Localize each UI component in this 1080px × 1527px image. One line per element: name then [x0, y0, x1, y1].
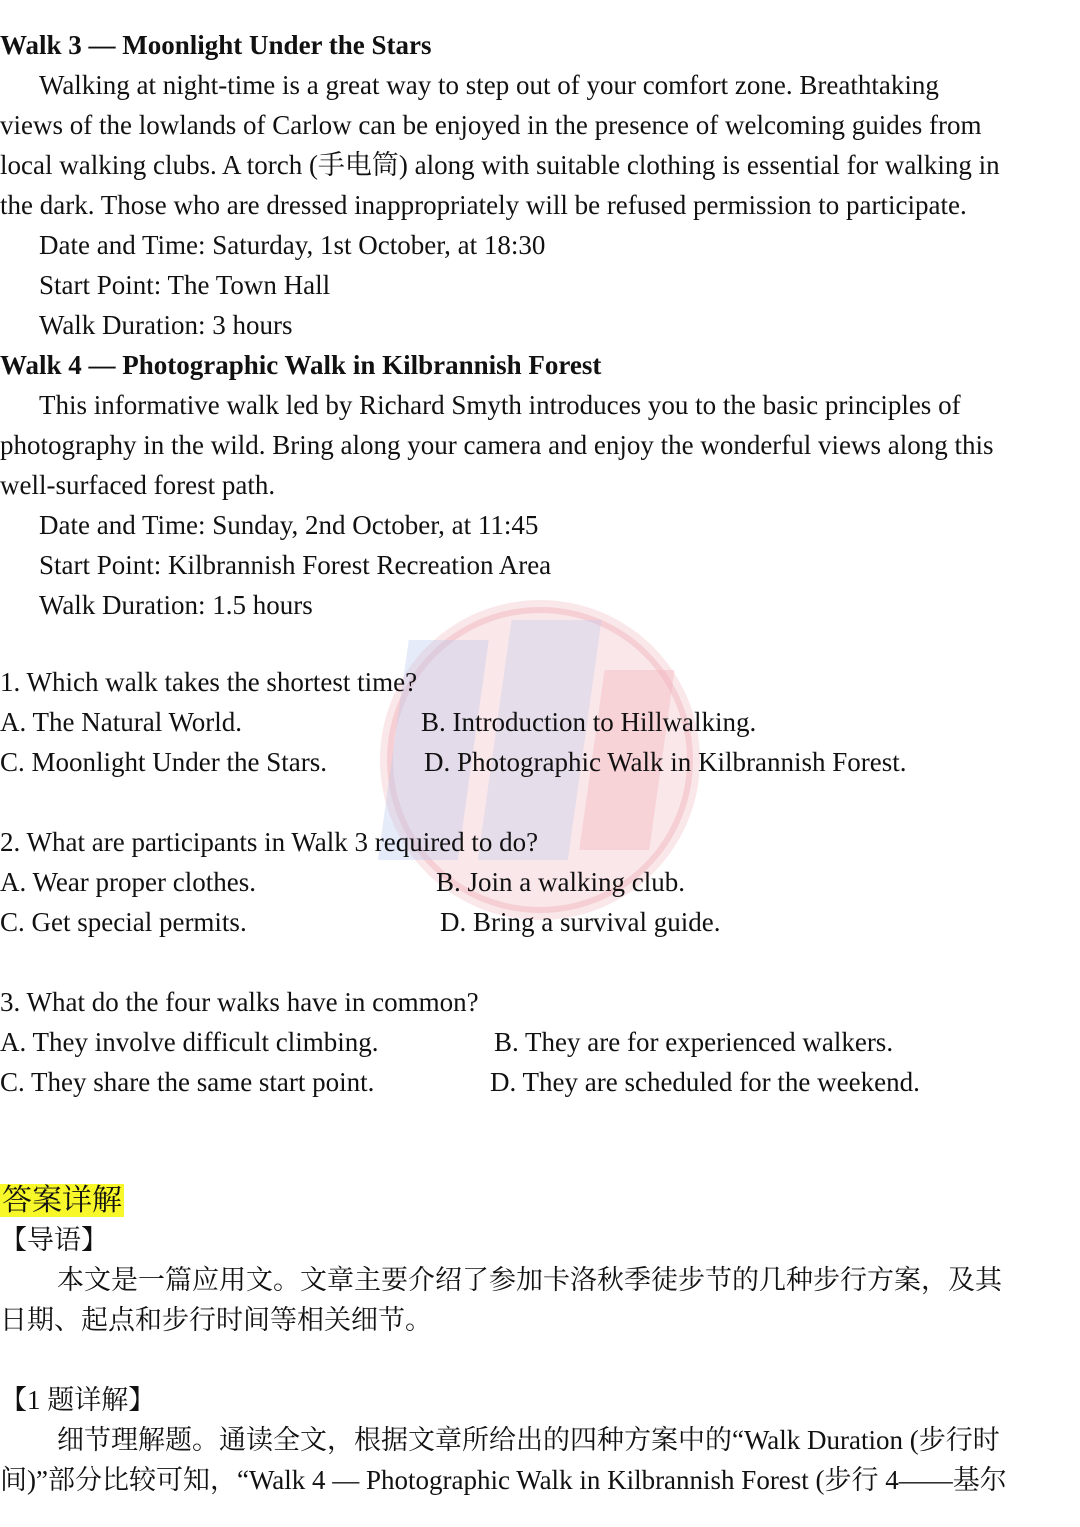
- walk3-duration: Walk Duration: 3 hours: [39, 310, 293, 340]
- q1-option-d: D. Photographic Walk in Kilbrannish Forest.: [424, 747, 907, 777]
- walk3-para-line: views of the lowlands of Carlow can be enjoyed in the presence of welcoming guides from: [0, 110, 982, 140]
- walk3-start: Start Point: The Town Hall: [39, 270, 331, 300]
- intro-label: 【导语】: [0, 1225, 108, 1255]
- q3-option-a: A. They involve difficult climbing.: [0, 1027, 379, 1057]
- walk4-para-line: This informative walk led by Richard Smyth introduces you to the basic principles of: [39, 390, 961, 420]
- q1-option-c: C. Moonlight Under the Stars.: [0, 747, 327, 777]
- walk4-date: Date and Time: Sunday, 2nd October, at 11:45: [39, 510, 539, 540]
- walk3-para-line: Walking at night-time is a great way to step out of your comfort zone. Breathtaking: [39, 70, 939, 100]
- q3-option-c: C. They share the same start point.: [0, 1067, 375, 1097]
- intro-line: 日期、起点和步行时间等相关细节。: [0, 1305, 432, 1335]
- q1-explanation-line: 细节理解题。通读全文，根据文章所给出的四种方案中的“Walk Duration (步行时: [57, 1425, 1000, 1455]
- q3-option-d: D. They are scheduled for the weekend.: [490, 1067, 920, 1097]
- question-3: 3. What do the four walks have in common?: [0, 987, 479, 1017]
- q1-option-b: B. Introduction to Hillwalking.: [421, 707, 757, 737]
- walk3-para-line: local walking clubs. A torch (手电筒) along with suitable clothing is essential for walking in: [0, 150, 1000, 180]
- walk3-date: Date and Time: Saturday, 1st October, at 18:30: [39, 230, 546, 260]
- walk4-start: Start Point: Kilbrannish Forest Recreation Area: [39, 550, 552, 580]
- q1-explanation-label: 【1 题详解】: [0, 1385, 156, 1415]
- q1-explanation-line: 间)”部分比较可知，“Walk 4 — Photographic Walk in Kilbrannish Forest (步行 4——基尔: [0, 1465, 1007, 1495]
- question-2: 2. What are participants in Walk 3 required to do?: [0, 827, 539, 857]
- walk4-title: Walk 4 — Photographic Walk in Kilbrannish Forest: [0, 350, 602, 380]
- walk3-title: Walk 3 — Moonlight Under the Stars: [0, 30, 432, 60]
- answer-heading-text: 答案详解: [2, 1184, 122, 1217]
- question-1: 1. Which walk takes the shortest time?: [0, 667, 418, 697]
- walk4-para-line: well-surfaced forest path.: [0, 470, 276, 500]
- q3-option-b: B. They are for experienced walkers.: [494, 1027, 894, 1057]
- walk4-para-line: photography in the wild. Bring along your camera and enjoy the wonderful views along this: [0, 430, 994, 460]
- walk3-para-line: the dark. Those who are dressed inappropriately will be refused permission to participate.: [0, 190, 967, 220]
- intro-line: 本文是一篇应用文。文章主要介绍了参加卡洛秋季徒步节的几种步行方案，及其: [57, 1265, 1002, 1295]
- q2-option-c: C. Get special permits.: [0, 907, 247, 937]
- q2-option-b: B. Join a walking club.: [436, 867, 685, 897]
- walk4-duration: Walk Duration: 1.5 hours: [39, 590, 313, 620]
- q1-option-a: A. The Natural World.: [0, 707, 243, 737]
- answer-heading: [0, 1180, 124, 1222]
- q2-option-a: A. Wear proper clothes.: [0, 867, 256, 897]
- q2-option-d: D. Bring a survival guide.: [440, 907, 721, 937]
